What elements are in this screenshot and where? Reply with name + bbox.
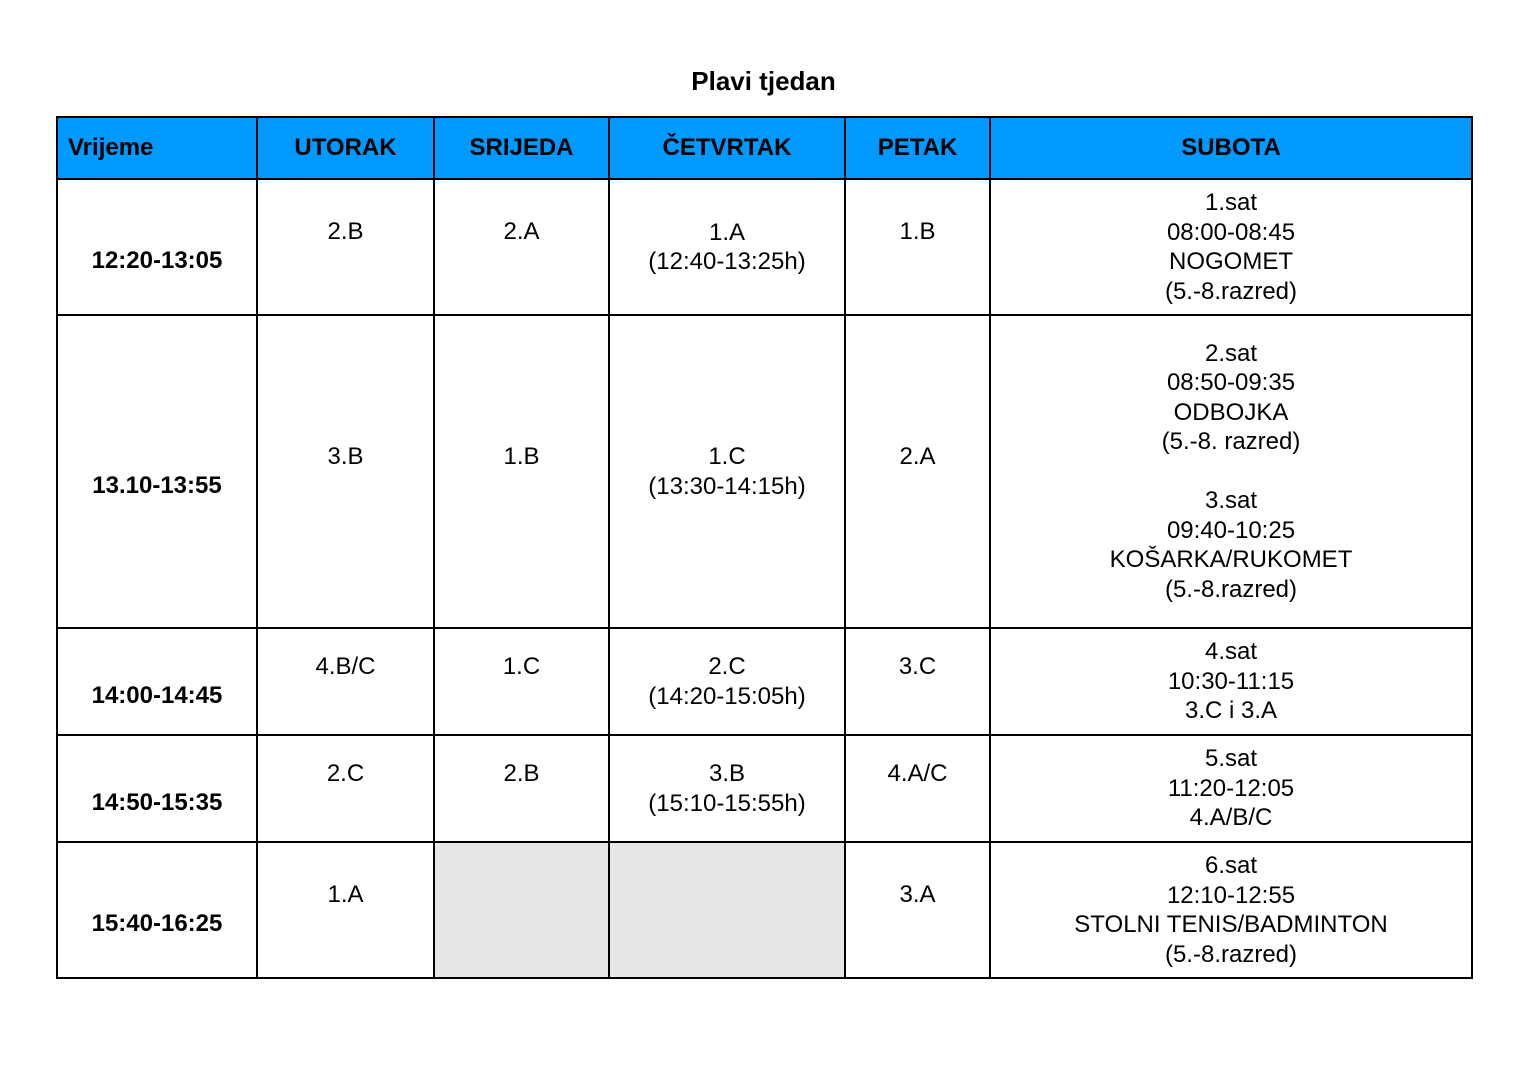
schedule-table [56,116,1473,979]
utorak-cell: 4.B/C [257,628,434,735]
column-header-utorak: UTORAK [257,117,434,179]
time-cell: 13.10-13:55 [57,315,257,628]
table-row [57,842,1472,978]
petak-cell: 4.A/C [845,735,990,842]
srijeda-cell: 1.C [434,628,609,735]
column-header-time: Vrijeme [57,117,257,179]
cetvrtak-cell: 1.C (13:30-14:15h) [609,315,845,628]
srijeda-cell: 2.A [434,179,609,315]
header-row [57,117,1472,179]
utorak-cell: 2.B [257,179,434,315]
petak-cell: 3.C [845,628,990,735]
utorak-cell: 1.A [257,842,434,978]
petak-cell: 1.B [845,179,990,315]
subota-cell: 5.sat 11:20-12:05 4.A/B/C [990,735,1472,842]
table-row [57,628,1472,735]
table-row [57,179,1472,315]
srijeda-cell: 2.B [434,735,609,842]
cetvrtak-cell: 2.C (14:20-15:05h) [609,628,845,735]
time-cell: 14:50-15:35 [57,735,257,842]
empty-cetvrtak-cell [609,842,845,978]
utorak-cell: 3.B [257,315,434,628]
column-header-srijeda: SRIJEDA [434,117,609,179]
utorak-cell: 2.C [257,735,434,842]
time-cell: 12:20-13:05 [57,179,257,315]
petak-cell: 2.A [845,315,990,628]
subota-cell: 1.sat 08:00-08:45 NOGOMET (5.-8.razred) [990,179,1472,315]
page-title: Plavi tjedan [691,66,836,96]
cetvrtak-cell: 1.A (12:40-13:25h) [609,179,845,315]
column-header-petak: PETAK [845,117,990,179]
empty-srijeda-cell [434,842,609,978]
srijeda-cell: 1.B [434,315,609,628]
petak-cell: 3.A [845,842,990,978]
table-row [57,315,1472,628]
column-header-cetvrtak: ČETVRTAK [609,117,845,179]
subota-cell: 2.sat 08:50-09:35 ODBOJKA (5.-8. razred) 3.sat 09:40-10:25 KOŠARKA/RUKOMET (5.-8.razred) [990,315,1472,628]
subota-cell: 6.sat 12:10-12:55 STOLNI TENIS/BADMINTON (5.-8.razred) [990,842,1472,978]
line-spacer [995,457,1467,487]
time-cell: 15:40-16:25 [57,842,257,978]
subota-cell: 4.sat 10:30-11:15 3.C i 3.A [990,628,1472,735]
column-header-subota: SUBOTA [990,117,1472,179]
table-row [57,735,1472,842]
time-cell: 14:00-14:45 [57,628,257,735]
cetvrtak-cell: 3.B (15:10-15:55h) [609,735,845,842]
